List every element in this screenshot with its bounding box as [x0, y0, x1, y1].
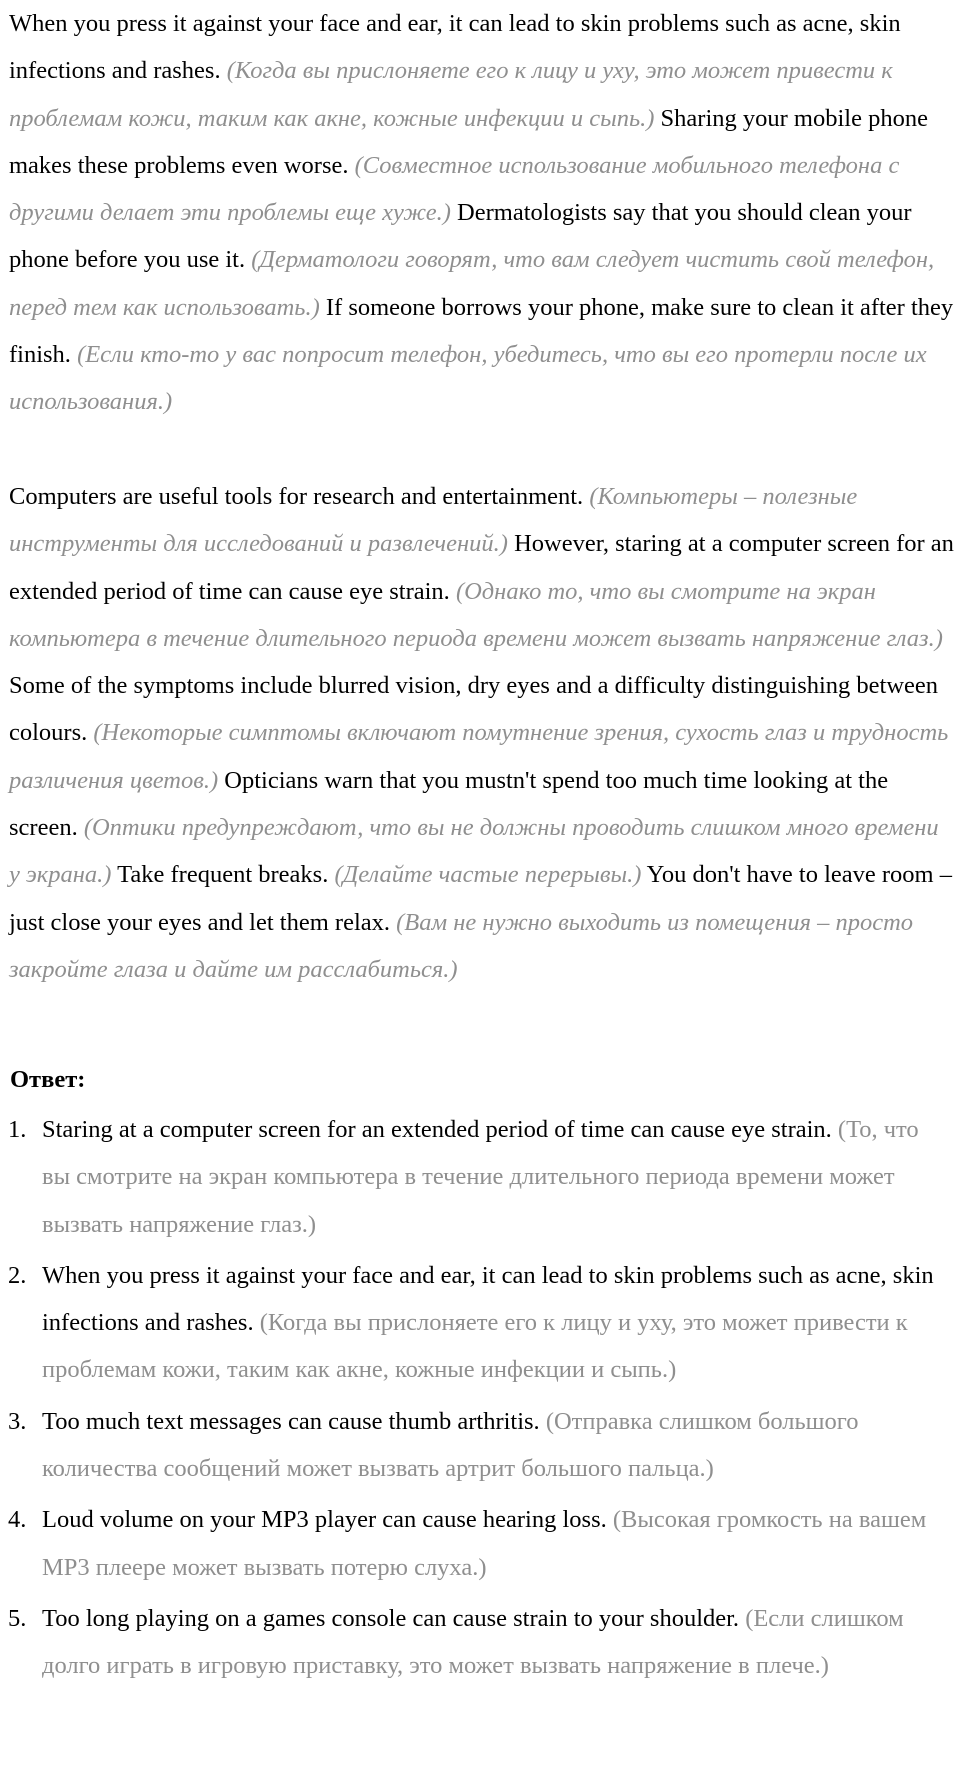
answer-ru: (То, что вы смотрите на экран компьютера в течение длительного периода времени может вызвать напряжение глаз.) — [42, 1116, 919, 1238]
answer-number: 3. — [8, 1407, 27, 1435]
translation-ru: (Если кто-то у вас попросит телефон, убедитесь, что вы его протерли после их использования.) — [9, 341, 927, 416]
answer-number: 4. — [8, 1506, 27, 1534]
paragraph-computer-health — [9, 473, 954, 993]
answer-item-4 — [0, 1496, 960, 1591]
translation-ru: (Совместное использование мобильного телефона с другими делает эти проблемы еще хуже.) — [9, 151, 900, 227]
sentence-en: Take frequent breaks. — [111, 861, 335, 889]
sentence-en: However, staring at a computer screen for an extended period of time can cause eye strain. — [9, 530, 954, 605]
paragraph-phone-health — [9, 0, 954, 426]
answer-ru: (Если слишком долго играть в игровую приставку, это может вызвать напряжение в плече.) — [42, 1604, 904, 1680]
answer-en: Staring at a computer screen for an extended period of time can cause eye strain. — [42, 1116, 832, 1143]
translation-ru: (Однако то, что вы смотрите на экран компьютера в течение длительного периода времени может вызвать напряжение глаз.) — [9, 577, 943, 652]
translation-ru: (Некоторые симптомы включают помутнение зрения, сухость глаз и трудность различения цветов.) — [9, 719, 949, 794]
answer-item-2 — [0, 1252, 960, 1394]
sentence-en: Dermatologists say that you should clean your phone before you use it. — [9, 199, 912, 274]
answer-heading: Ответ: — [10, 1066, 86, 1093]
sentence-en: You don't have to leave room – just close your eyes and let them relax. — [9, 861, 952, 936]
answer-ru: (Когда вы прислоняете его к лицу и уху, это может привести к проблемам кожи, таким как акне, кожные инфекции и сыпь.) — [42, 1309, 908, 1384]
sentence-en: Sharing your mobile phone makes these problems even worse. — [9, 104, 928, 179]
answer-en: Loud volume on your MP3 player can cause hearing loss. — [42, 1506, 607, 1534]
answer-item-1 — [0, 1106, 960, 1248]
translation-ru: (Компьютеры – полезные инструменты для исследований и развлечений.) — [9, 483, 858, 558]
translation-ru: (Делайте частые перерывы.) — [334, 861, 642, 889]
answer-number: 5. — [8, 1604, 27, 1632]
sentence-en: If someone borrows your phone, make sure to clean it after they finish. — [9, 293, 954, 369]
sentence-en: Opticians warn that you mustn't spend too much time looking at the screen. — [9, 766, 889, 842]
translation-ru: (Дерматологи говорят, что вам следует чистить свой телефон, перед тем как использовать.) — [9, 246, 935, 321]
answer-ru: (Отправка слишком большого количества сообщений может вызвать артрит большого пальца.) — [42, 1407, 859, 1483]
answer-list — [0, 1106, 960, 1694]
sentence-en: Some of the symptoms include blurred vision, dry eyes and a difficulty distinguishing between colours. — [9, 672, 939, 747]
sentence-en: Computers are useful tools for research and entertainment. — [9, 483, 590, 510]
answer-item-5 — [0, 1595, 960, 1690]
translation-ru: (Когда вы прислоняете его к лицу и уху, это может привести к проблемам кожи, таким как акне, кожные инфекции и сыпь.) — [9, 57, 893, 132]
answer-ru: (Высокая громкость на вашем MP3 плеере может вызвать потерю слуха.) — [42, 1506, 927, 1581]
answer-number: 1. — [8, 1116, 27, 1143]
answer-en: Too long playing on a games console can cause strain to your shoulder. — [42, 1604, 740, 1632]
translation-ru: (Вам не нужно выходить из помещения – просто закройте глаза и дайте им расслабиться.) — [9, 908, 914, 983]
answer-en: When you press it against your face and ear, it can lead to skin problems such as acne, skin infections and rashes. — [42, 1261, 934, 1337]
answer-number: 2. — [8, 1261, 27, 1289]
translation-ru: (Оптики предупреждают, что вы не должны проводить слишком много времени у экрана.) — [9, 814, 939, 889]
sentence-en: When you press it against your face and ear, it can lead to skin problems such as acne, skin infections and rashes. — [9, 10, 901, 85]
answer-item-3 — [0, 1398, 960, 1493]
answer-en: Too much text messages can cause thumb arthritis. — [42, 1407, 540, 1435]
